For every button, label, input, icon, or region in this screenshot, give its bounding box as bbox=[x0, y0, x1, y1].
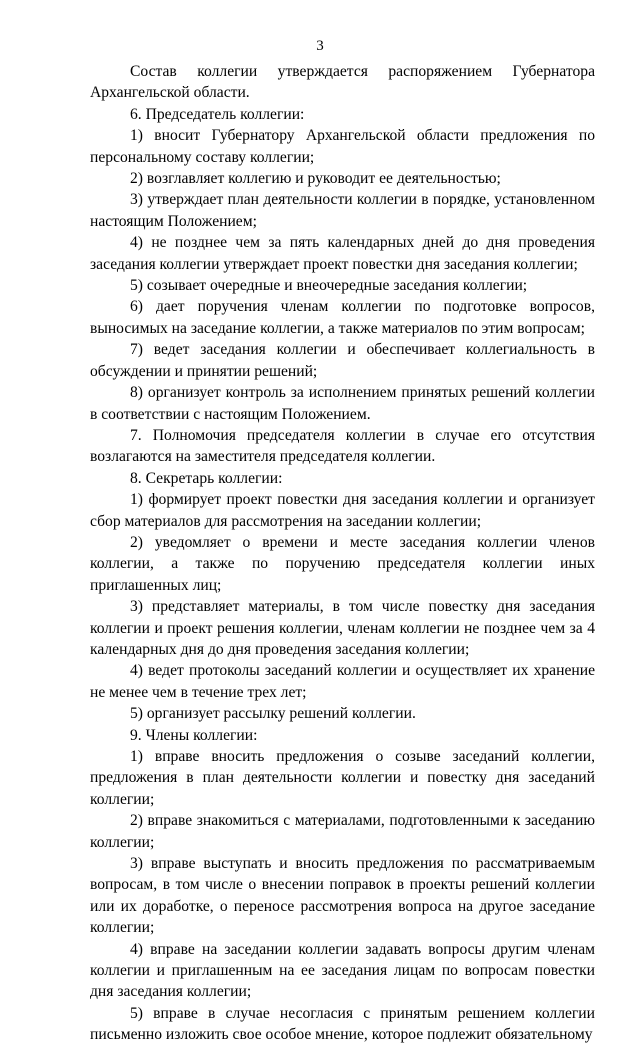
page-number: 3 bbox=[316, 38, 324, 54]
list-item: 1) вправе вносить предложения о созыве заседаний коллегии, предложения в план деятельности коллегии и повестку дня заседаний коллегии; bbox=[90, 748, 595, 808]
document-body bbox=[90, 61, 595, 1046]
list-item: 8) организует контроль за исполнением принятых решений коллегии в соответствии с настоящим Положением. bbox=[90, 384, 595, 423]
section-7-paragraph: 7. Полномочия председателя коллегии в случае его отсутствия возлагаются на заместителя председателя коллегии. bbox=[90, 426, 595, 466]
section-9-heading: 9. Члены коллегии: bbox=[130, 726, 258, 744]
list-item: 5) созывает очередные и внеочередные заседания коллегии; bbox=[130, 277, 528, 295]
list-item: 4) ведет протоколы заседаний коллегии и осуществляет их хранение не менее чем в течение трех лет; bbox=[90, 662, 595, 701]
list-item: 2) возглавляет коллегию и руководит ее деятельностью; bbox=[130, 170, 501, 188]
list-item: 2) вправе знакомиться с материалами, подготовленными к заседанию коллегии; bbox=[90, 812, 595, 851]
paragraph-council-composition: Состав коллегии утверждается распоряжением Губернатора Архангельской области. bbox=[90, 63, 595, 102]
list-item: 3) утверждает план деятельности коллегии в порядке, установленном настоящим Положением; bbox=[90, 191, 595, 230]
list-item: 4) вправе на заседании коллегии задавать вопросы другим членам коллегии и приглашенным на ее заседания лицам по вопросам повестки дня заседания коллегии; bbox=[90, 940, 595, 1001]
section-6-heading: 6. Председатель коллегии: bbox=[130, 105, 305, 123]
section-8-heading: 8. Секретарь коллегии: bbox=[130, 469, 283, 487]
list-item: 5) организует рассылку решений коллегии. bbox=[130, 705, 416, 723]
list-item: 2) уведомляет о времени и месте заседания коллегии членов коллегии, а также по поручению председателя коллегии иных приглашенных лиц; bbox=[90, 533, 595, 594]
list-item: 1) формирует проект повестки дня заседания коллегии и организует сбор материалов для рассмотрения на заседании коллегии; bbox=[90, 491, 595, 530]
list-item: 5) вправе в случае несогласия с принятым решением коллегии письменно изложить свое особое мнение, которое подлежит обязательному bbox=[90, 1004, 595, 1044]
list-item: 1) вносит Губернатору Архангельской области предложения по персональному составу коллегии; bbox=[90, 127, 595, 166]
list-item: 3) представляет материалы, в том числе повестку дня заседания коллегии и проект решения коллегии, членам коллегии не позднее чем за 4 календарных дня до дня проведения заседания коллегии; bbox=[90, 598, 595, 658]
list-item: 4) не позднее чем за пять календарных дней до дня проведения заседания коллегии утверждает проект повестки дня заседания коллегии; bbox=[90, 234, 595, 273]
list-item: 3) вправе выступать и вносить предложения по рассматриваемым вопросам, в том числе о внесении поправок в проекты решений коллегии или их доработке, о переносе рассмотрения вопроса на другое заседание коллегии; bbox=[90, 855, 595, 937]
list-item: 6) дает поручения членам коллегии по подготовке вопросов, выносимых на заседание коллегии, а также материалов по этим вопросам; bbox=[90, 298, 595, 337]
list-item: 7) ведет заседания коллегии и обеспечивает коллегиальность в обсуждении и принятии решений; bbox=[90, 341, 595, 380]
